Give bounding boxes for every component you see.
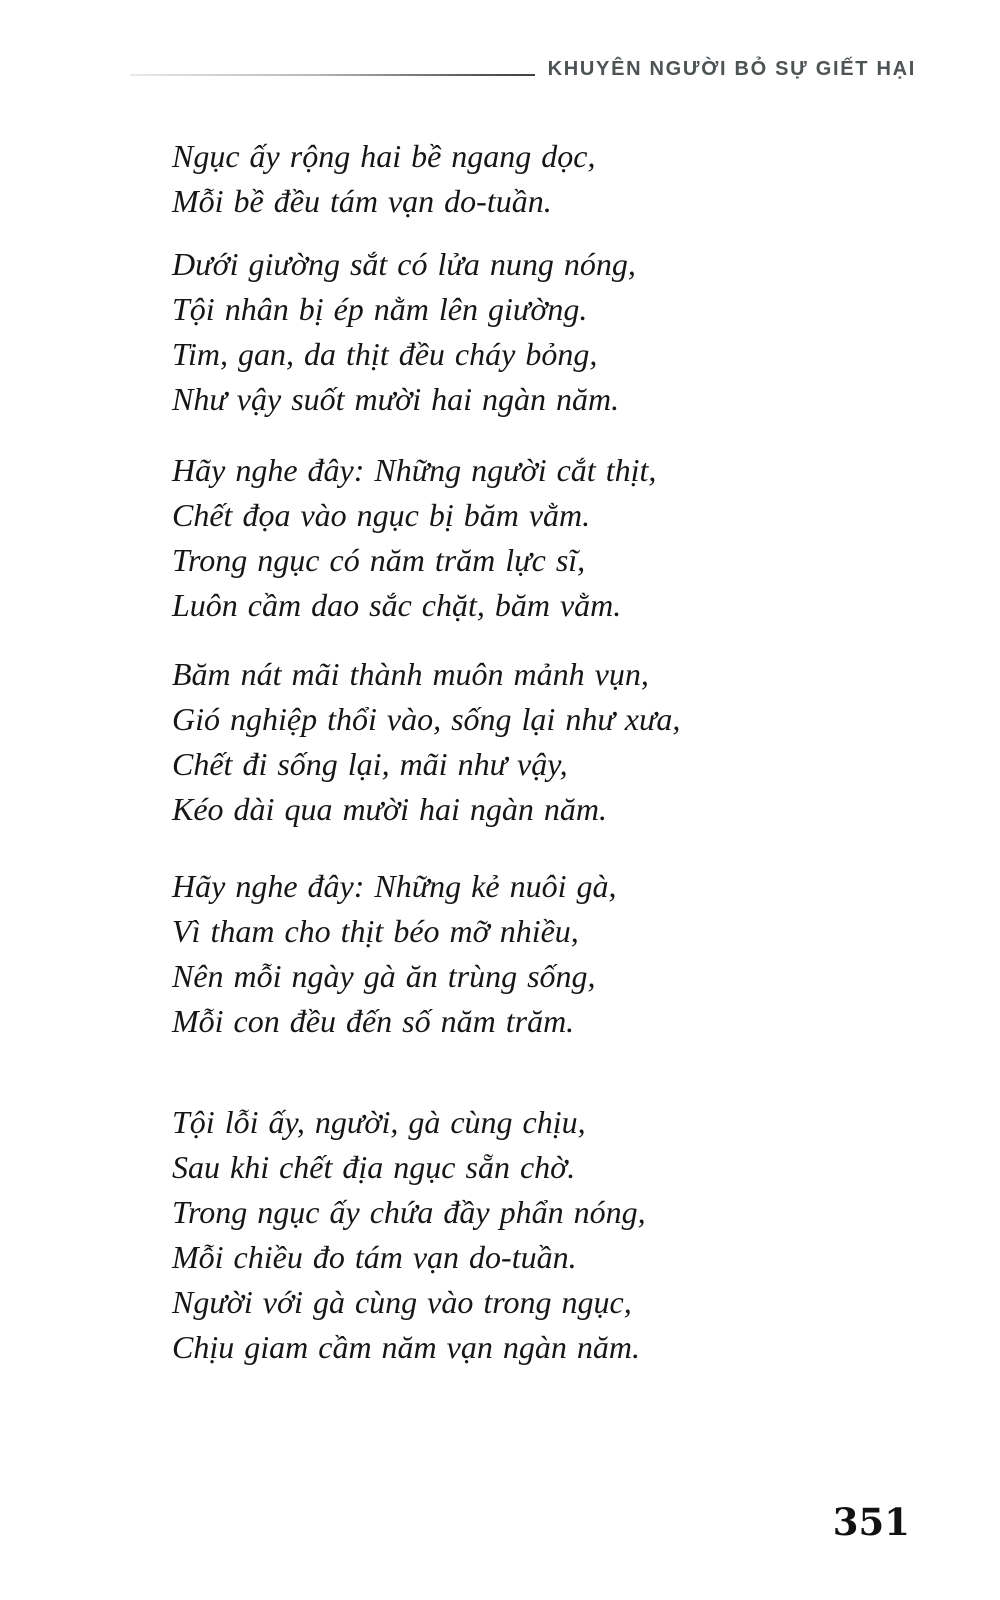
page-number: 351	[832, 1500, 910, 1544]
poem-line: Tội lỗi ấy, người, gà cùng chịu,	[172, 1104, 586, 1140]
poem-line: Vì tham cho thịt béo mỡ nhiều,	[172, 913, 579, 949]
stanza-3	[172, 448, 680, 628]
poem-line: Sau khi chết địa ngục sẵn chờ.	[172, 1149, 576, 1185]
stanza-5	[172, 864, 680, 1044]
poem-line: Ngục ấy rộng hai bề ngang dọc,	[172, 138, 596, 174]
poem-line: Gió nghiệp thổi vào, sống lại như xưa,	[172, 701, 681, 737]
stanza-1	[172, 134, 680, 224]
poem-line: Người với gà cùng vào trong ngục,	[172, 1284, 632, 1320]
chapter-title: KHUYÊN NGƯỜI BỎ SỰ GIẾT HẠI	[547, 58, 916, 80]
poem-line: Mỗi chiều đo tám vạn do-tuần.	[172, 1239, 577, 1275]
poem-line: Chết đọa vào ngục bị băm vằm.	[172, 497, 591, 533]
poem-line: Luôn cầm dao sắc chặt, băm vằm.	[172, 587, 622, 623]
poem-line: Dưới giường sắt có lửa nung nóng,	[172, 246, 636, 282]
poem-line: Trong ngục có năm trăm lực sĩ,	[172, 542, 586, 578]
poem-line: Mỗi con đều đến số năm trăm.	[172, 1003, 575, 1039]
poem-line: Như vậy suốt mười hai ngàn năm.	[172, 381, 620, 417]
poem-line: Hãy nghe đây: Những người cắt thịt,	[172, 452, 657, 488]
poem-line: Nên mỗi ngày gà ăn trùng sống,	[172, 958, 596, 994]
poem	[172, 134, 680, 1370]
page-header	[130, 58, 916, 81]
poem-line: Băm nát mãi thành muôn mảnh vụn,	[172, 656, 649, 692]
poem-line: Hãy nghe đây: Những kẻ nuôi gà,	[172, 868, 617, 904]
stanza-6	[172, 1100, 680, 1370]
header-rule	[130, 74, 535, 76]
poem-line: Trong ngục ấy chứa đầy phẩn nóng,	[172, 1194, 646, 1230]
poem-line: Tim, gan, da thịt đều cháy bỏng,	[172, 336, 598, 372]
poem-line: Chết đi sống lại, mãi như vậy,	[172, 746, 568, 782]
poem-line: Mỗi bề đều tám vạn do-tuần.	[172, 183, 552, 219]
poem-line: Tội nhân bị ép nằm lên giường.	[172, 291, 588, 327]
poem-line: Kéo dài qua mười hai ngàn năm.	[172, 791, 607, 827]
stanza-2	[172, 242, 680, 422]
poem-line: Chịu giam cầm năm vạn ngàn năm.	[172, 1329, 640, 1365]
stanza-4	[172, 652, 680, 832]
